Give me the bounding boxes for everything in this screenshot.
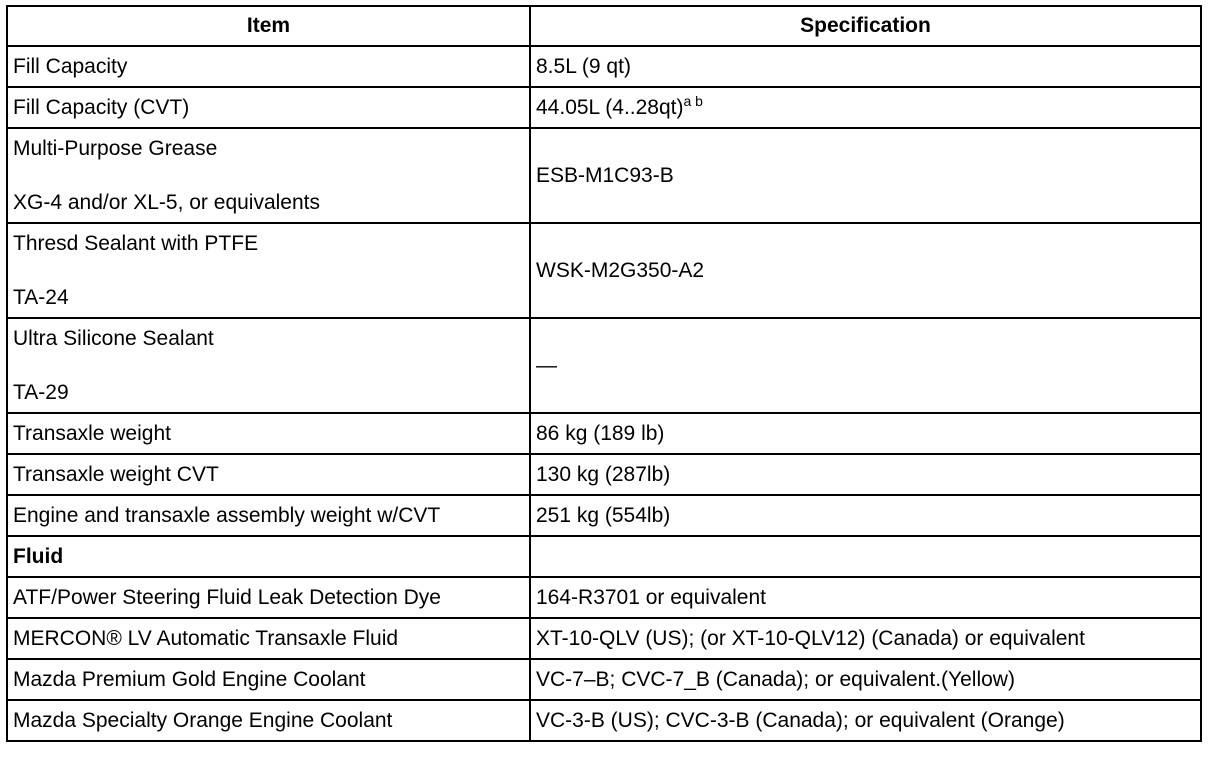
table-row bbox=[7, 577, 1201, 618]
item-cell bbox=[7, 223, 530, 318]
spec-cell: 251 kg (554lb) bbox=[530, 495, 1201, 536]
item-cell: Engine and transaxle assembly weight w/CVT bbox=[7, 495, 530, 536]
item-line: Ultra Silicone Sealant bbox=[13, 326, 214, 350]
spec-cell: 164-R3701 or equivalent bbox=[530, 577, 1201, 618]
item-cell: Mazda Premium Gold Engine Coolant bbox=[7, 659, 530, 700]
table-row bbox=[7, 454, 1201, 495]
item-cell: Mazda Specialty Orange Engine Coolant bbox=[7, 700, 530, 741]
item-line: Multi-Purpose Grease bbox=[13, 136, 218, 160]
item-line: XG-4 and/or XL-5, or equivalents bbox=[13, 190, 321, 214]
header-item: Item bbox=[7, 6, 530, 46]
table-row bbox=[7, 318, 1201, 413]
spec-cell bbox=[530, 536, 1201, 577]
spec-cell: — bbox=[530, 318, 1201, 413]
table-row bbox=[7, 128, 1201, 223]
table-row bbox=[7, 700, 1201, 741]
item-line: TA-24 bbox=[13, 285, 69, 309]
spec-cell: VC-3-B (US); CVC-3-B (Canada); or equivalent (Orange) bbox=[530, 700, 1201, 741]
section-row-fluid bbox=[7, 536, 1201, 577]
specification-table bbox=[6, 5, 1202, 742]
spec-cell: XT-10-QLV (US); (or XT-10-QLV12) (Canada) or equivalent bbox=[530, 618, 1201, 659]
item-cell: Fill Capacity bbox=[7, 46, 530, 87]
table-row bbox=[7, 223, 1201, 318]
item-cell: Transaxle weight CVT bbox=[7, 454, 530, 495]
table-row bbox=[7, 46, 1201, 87]
item-cell: Transaxle weight bbox=[7, 413, 530, 454]
section-heading: Fluid bbox=[7, 536, 530, 577]
item-cell bbox=[7, 128, 530, 223]
table-row bbox=[7, 495, 1201, 536]
table-row bbox=[7, 618, 1201, 659]
item-cell: ATF/Power Steering Fluid Leak Detection Dye bbox=[7, 577, 530, 618]
spec-cell: VC-7–B; CVC-7_B (Canada); or equivalent.(Yellow) bbox=[530, 659, 1201, 700]
table-row bbox=[7, 413, 1201, 454]
footnote-marks: a b bbox=[683, 92, 703, 109]
table-row bbox=[7, 659, 1201, 700]
header-specification: Specification bbox=[530, 6, 1201, 46]
spec-cell: 8.5L (9 qt) bbox=[530, 46, 1201, 87]
item-line: Thresd Sealant with PTFE bbox=[13, 231, 259, 255]
spec-cell: 130 kg (287lb) bbox=[530, 454, 1201, 495]
item-line: TA-29 bbox=[13, 380, 69, 404]
item-cell: Fill Capacity (CVT) bbox=[7, 87, 530, 128]
item-cell bbox=[7, 318, 530, 413]
spec-cell: 86 kg (189 lb) bbox=[530, 413, 1201, 454]
spec-text: 44.05L (4..28qt) bbox=[536, 95, 684, 119]
spec-cell: ESB-M1C93-B bbox=[530, 128, 1201, 223]
table-row bbox=[7, 87, 1201, 128]
spec-cell bbox=[530, 87, 1201, 128]
spec-cell: WSK-M2G350-A2 bbox=[530, 223, 1201, 318]
item-cell: MERCON® LV Automatic Transaxle Fluid bbox=[7, 618, 530, 659]
table-header-row bbox=[7, 6, 1201, 46]
